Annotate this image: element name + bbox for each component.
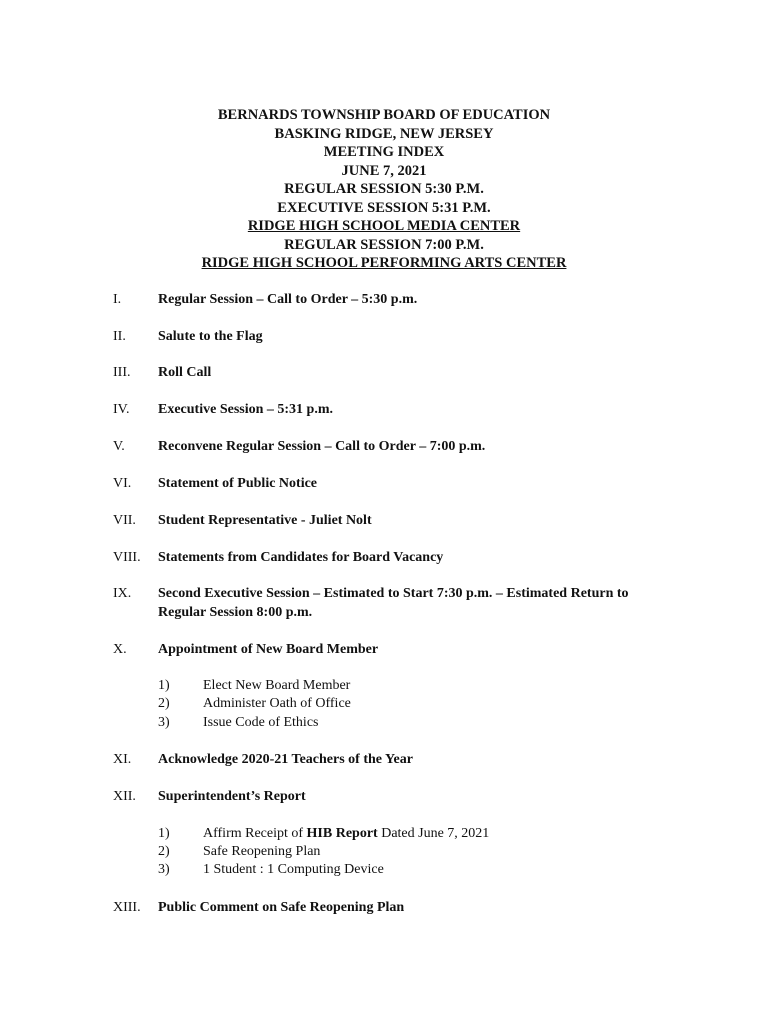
agenda-item-number: XIII. — [113, 900, 141, 915]
agenda-item-number: XII. — [113, 789, 136, 804]
agenda-item-title: Appointment of New Board Member — [158, 642, 379, 657]
agenda-item-title: Statement of Public Notice — [158, 476, 318, 491]
agenda-item-number: IV. — [113, 402, 130, 417]
agenda-item-number: II. — [113, 329, 126, 344]
sub-item-number: 2) — [158, 696, 170, 711]
sub-item-text — [203, 825, 663, 844]
agenda-item-number: V. — [113, 439, 125, 454]
agenda-item-title: Statements from Candidates for Board Vacancy — [158, 550, 444, 565]
agenda-item-title: Reconvene Regular Session – Call to Order – 7:00 p.m. — [158, 439, 486, 454]
header-board-name: BERNARDS TOWNSHIP BOARD OF EDUCATION — [217, 107, 551, 123]
agenda-item-title: Second Executive Session – Estimated to Start 7:30 p.m. – Estimated Return to Regular Session 8:00 p.m. — [158, 586, 629, 620]
agenda-item-number: VIII. — [113, 550, 141, 565]
sub-item-text: Administer Oath of Office — [203, 696, 351, 711]
sub-item-text: Safe Reopening Plan — [203, 844, 321, 859]
agenda-item-number: XI. — [113, 752, 132, 767]
agenda-item-title: Salute to the Flag — [158, 329, 263, 344]
header-meeting-index: MEETING INDEX — [323, 144, 445, 160]
header-media-center: RIDGE HIGH SCHOOL MEDIA CENTER — [247, 218, 521, 234]
header-performing-arts-center: RIDGE HIGH SCHOOL PERFORMING ARTS CENTER — [201, 255, 567, 271]
agenda-item-number: X. — [113, 642, 127, 657]
sub-item-text: Issue Code of Ethics — [203, 715, 319, 730]
header-regular-session-2: REGULAR SESSION 7:00 P.M. — [284, 236, 484, 253]
header-regular-session-1: REGULAR SESSION 5:30 P.M. — [284, 181, 484, 197]
header-location: BASKING RIDGE, NEW JERSEY — [274, 125, 494, 142]
sub-item-number: 1) — [158, 826, 170, 841]
agenda-item-number: VII. — [113, 513, 136, 528]
sub-item-number: 3) — [158, 862, 170, 877]
agenda-item-number: III. — [113, 365, 131, 380]
header-date: JUNE 7, 2021 — [341, 162, 427, 179]
agenda-item-number: I. — [113, 292, 122, 307]
document-header — [0, 106, 768, 273]
sub-item-number: 3) — [158, 715, 170, 730]
agenda-item-title: Regular Session – Call to Order – 5:30 p.m. — [158, 292, 418, 307]
agenda-item-title: Superintendent’s Report — [158, 789, 306, 804]
agenda-item-number: IX. — [113, 586, 132, 601]
sub-item-number: 1) — [158, 678, 170, 693]
header-executive-session: EXECUTIVE SESSION 5:31 P.M. — [277, 199, 491, 216]
agenda-item-title: Executive Session – 5:31 p.m. — [158, 402, 333, 417]
sub-item-text: Elect New Board Member — [203, 678, 351, 693]
sub-item-text-post: Dated June 7, 2021 — [377, 826, 490, 841]
agenda-item-title: Acknowledge 2020-21 Teachers of the Year — [158, 752, 413, 767]
agenda-item-title: Public Comment on Safe Reopening Plan — [158, 900, 405, 915]
agenda-item-number: VI. — [113, 476, 132, 491]
hib-report-label: HIB Report — [306, 826, 378, 841]
agenda-item-title: Roll Call — [158, 365, 212, 380]
sub-item-text: 1 Student : 1 Computing Device — [203, 862, 384, 877]
sub-item-text-pre: Affirm Receipt of — [203, 826, 307, 841]
sub-item-number: 2) — [158, 844, 170, 859]
agenda-item-title: Student Representative - Juliet Nolt — [158, 513, 372, 528]
